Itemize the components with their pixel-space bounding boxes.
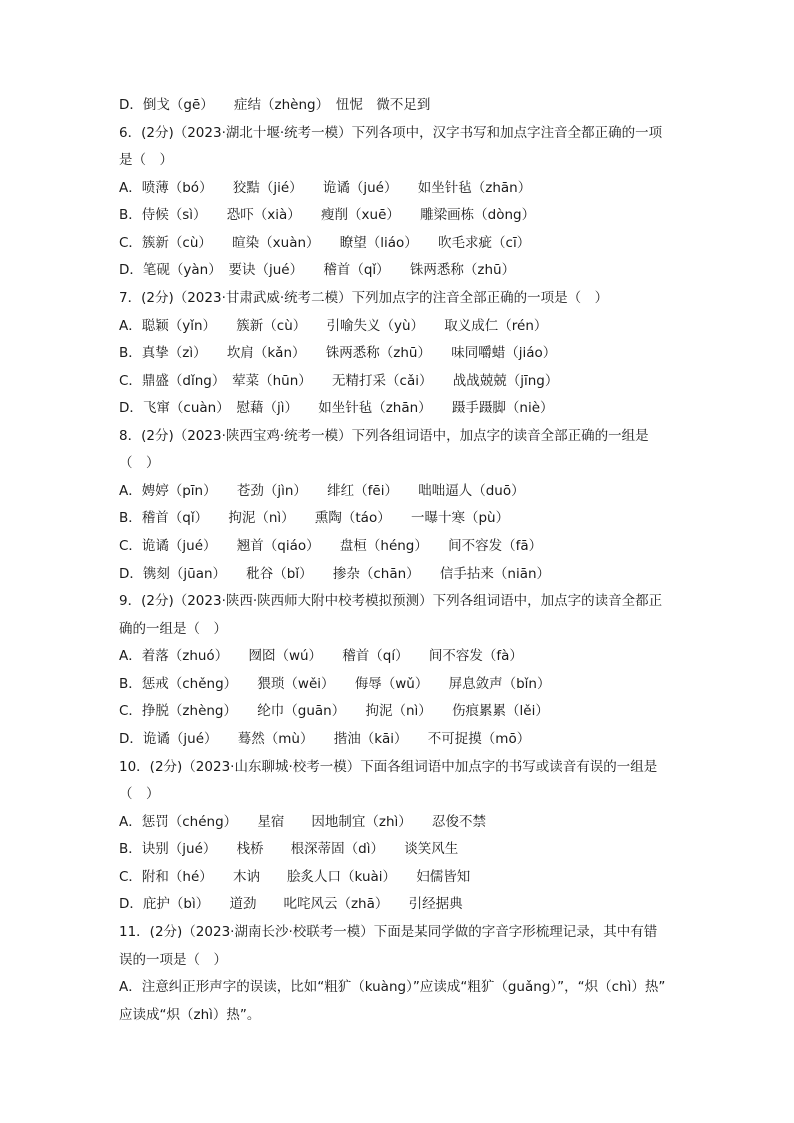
option-c: C．簇新（cù） 暄染（xuàn） 瞭望（liáo） 吹毛求疵（cī） — [119, 235, 531, 251]
option-a: A．注意纠正形声字的误读，比如“粗犷（kuàng）”应读成“粗犷（guǎng）”，“炽（chì）热” — [119, 979, 666, 995]
option-c: C．挣脱（zhèng） 纶巾（guān） 拘泥（nì） 伤痕累累（lěi） — [119, 703, 549, 719]
option-d: D．倒戈（gē） 症结（zhèng） 忸怩 微不足到 — [119, 97, 431, 113]
option-a-cont: 应读成“炽（zhì）热”。 — [119, 1007, 261, 1023]
question-6-stem-cont: 是（ ） — [119, 152, 173, 168]
option-a: A．喷薄（bó） 狡黠（jié） 诡谲（jué） 如坐针毡（zhān） — [119, 180, 532, 196]
option-a: A．聪颖（yǐn） 簇新（cù） 引喻失义（yù） 取义成仁（rén） — [119, 318, 548, 334]
question-8-stem: 8．(2分)（2023·陕西宝鸡·统考一模）下列各组词语中，加点字的读音全部正确的一组是 — [119, 428, 649, 444]
option-b: B．稽首（qǐ） 拘泥（nì） 熏陶（táo） 一曝十寒（pù） — [119, 510, 510, 526]
question-6-stem: 6．(2分)（2023·湖北十堰·统考一模）下列各项中，汉字书写和加点字注音全都正确的一项 — [119, 125, 663, 141]
question-10-stem-cont: （ ） — [119, 786, 160, 802]
option-d: D．飞窜（cuàn） 慰藉（jì） 如坐针毡（zhān） 蹑手蹑脚（niè） — [119, 400, 554, 416]
option-b: B．真挚（zì） 坎肩（kǎn） 铢两悉称（zhū） 味同嚼蜡（jiáo） — [119, 345, 557, 361]
option-c: C．诡谲（jué） 翘首（qiáo） 盘桓（héng） 间不容发（fā） — [119, 538, 543, 554]
option-a: A．着落（zhuó） 囫囵（wú） 稽首（qí） 间不容发（fà） — [119, 648, 523, 664]
question-7-stem: 7．(2分)（2023·甘肃武威·统考二模）下列加点字的注音全部正确的一项是（ ） — [119, 290, 609, 306]
option-b: B．惩戒（chěng） 猥琐（wěi） 侮辱（wǔ） 屏息敛声（bǐn） — [119, 676, 551, 692]
option-c: C．鼎盛（dǐng） 荤菜（hūn） 无精打采（cǎi） 战战兢兢（jīng） — [119, 373, 559, 389]
question-11-stem-cont: 误的一项是（ ） — [119, 952, 227, 968]
option-c: C．附和（hé） 木讷 脍炙人口（kuài） 妇儒皆知 — [119, 869, 471, 885]
option-d: D．庇护（bì） 道劲 叱咤风云（zhā） 引经据典 — [119, 896, 463, 912]
option-b: B．诀别（jué） 栈桥 根深蒂固（dì） 谈笑风生 — [119, 841, 459, 857]
option-d: D．诡谲（jué） 蓦然（mù） 揩油（kāi） 不可捉摸（mō） — [119, 731, 531, 747]
option-a: A．娉婷（pīn） 苍劲（jìn） 绯红（fēi） 咄咄逼人（duō） — [119, 483, 525, 499]
option-d: D．镌刻（jūan） 秕谷（bǐ） 掺杂（chān） 信手拈来（niān） — [119, 566, 551, 582]
question-11-stem: 11．(2分)（2023·湖南长沙·校联考一模）下面是某同学做的字音字形梳理记录，其中有错 — [119, 924, 658, 940]
option-a: A．惩罚（chéng） 星宿 因地制宜（zhì） 忍俊不禁 — [119, 814, 487, 830]
option-d: D．笔砚（yàn） 要诀（jué） 稽首（qǐ） 铢两悉称（zhū） — [119, 262, 516, 278]
question-8-stem-cont: （ ） — [119, 455, 160, 471]
question-10-stem: 10．(2分)（2023·山东聊城·校考一模）下面各组词语中加点字的书写或读音有误的一组是 — [119, 759, 658, 775]
option-b: B．侍候（sì） 恐吓（xià） 瘦削（xuē） 雕梁画栋（dòng） — [119, 207, 536, 223]
question-9-stem-cont: 确的一组是（ ） — [119, 621, 227, 637]
question-9-stem: 9．(2分)（2023·陕西·陕西师大附中校考模拟预测）下列各组词语中，加点字的读音全都正 — [119, 593, 663, 609]
